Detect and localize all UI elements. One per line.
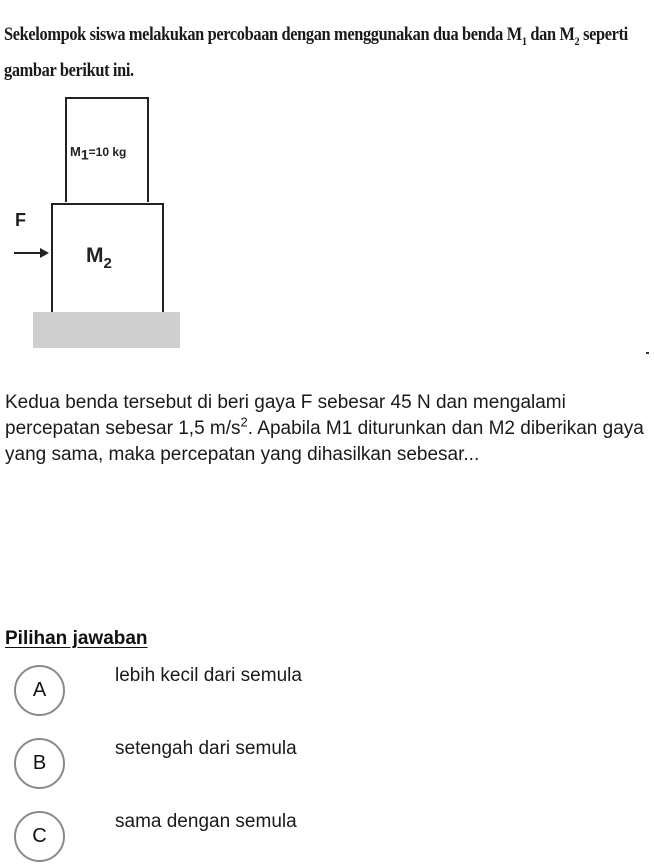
header-text-part2: dan M <box>526 24 575 45</box>
question-body <box>5 390 650 468</box>
body-text-part1: Kedua benda tersebut di beri gaya F sebesar 45 N dan mengalami percepatan sebesar 1,5 m/s <box>5 392 566 439</box>
block-m1-label: $M_1=10$ kg <box>70 144 127 163</box>
physics-figure <box>0 90 200 355</box>
header-text-part3: seperti gambar berikut ini. <box>4 24 628 81</box>
option-b-text[interactable]: setengah dari semula <box>115 738 297 759</box>
option-c-radio[interactable]: C <box>14 811 65 862</box>
body-text-part2: . Apabila M1 diturunkan dan M2 diberikan gaya yang sama, maka percepatan yang dihasilkan sebesar... <box>5 418 644 465</box>
body-superscript: 2 <box>240 414 248 430</box>
ground-surface <box>33 312 180 348</box>
force-arrow-icon <box>14 246 50 260</box>
option-a-text[interactable]: lebih kecil dari semula <box>115 665 302 686</box>
option-a-radio[interactable]: A <box>14 665 65 716</box>
decorative-dot <box>646 352 649 354</box>
block-m2-label: $M_2$ <box>86 244 112 272</box>
option-c-text[interactable]: sama dengan semula <box>115 811 297 832</box>
option-b-radio[interactable]: B <box>14 738 65 789</box>
answers-title: Pilihan jawaban <box>5 628 148 649</box>
header-subscript-1: 1 <box>521 33 527 48</box>
header-subscript-2: 2 <box>574 33 580 48</box>
force-label: F <box>15 210 26 230</box>
answer-option-a[interactable] <box>14 665 634 721</box>
header-text-part1: Sekelompok siswa melakukan percobaan dengan menggunakan dua benda M <box>4 24 522 45</box>
answer-option-c[interactable] <box>14 811 634 867</box>
question-header <box>4 20 651 86</box>
answer-option-b[interactable] <box>14 738 634 794</box>
